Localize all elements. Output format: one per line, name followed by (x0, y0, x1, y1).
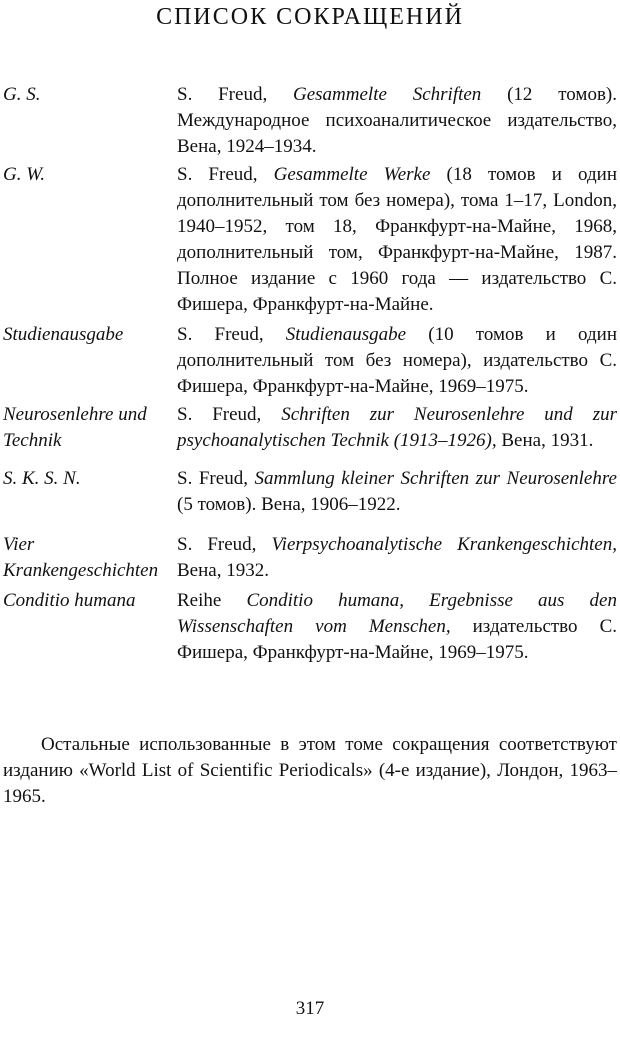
abbreviation-description (177, 532, 617, 584)
description-details: (18 томов и один дополнительный том без номера), тома 1–17, London, 1940–1952, том 18, Франкфурт-на-Майне, 1968, дополнительный том, Франкфурт-на-Майне, 1987. Полное издание с 1960 года — издательство С. Фишера, Франкфурт-на-Майне. (177, 164, 617, 315)
description-details: Вена, 1931. (496, 430, 594, 451)
abbreviation-term: Vier Krankengeschichten (3, 534, 159, 581)
abbreviation-term: Studienausgabe (3, 324, 124, 345)
description-details: (12 томов). Международное психоаналитическое издательство, Вена, 1924–1934. (177, 84, 617, 157)
abbreviation-description (177, 82, 617, 160)
page-heading: СПИСОК СОКРАЩЕНИЙ (156, 4, 464, 30)
abbreviation-description (177, 466, 617, 518)
description-prefix: S. Freud, (177, 534, 272, 555)
abbreviation-entry (3, 588, 617, 668)
abbreviation-description (177, 162, 617, 318)
page-number: 317 (295, 998, 325, 1019)
abbreviation-entry (3, 162, 617, 322)
description-prefix: S. Freud, (177, 84, 293, 105)
description-details: (10 томов и один дополнительный том без номера), издательство С. Фишера, Франкфурт-на-Майне, 1969–1975. (177, 324, 617, 397)
abbreviation-entry (3, 466, 617, 532)
abbreviation-term: Conditio humana (3, 590, 136, 611)
abbreviation-entry (3, 402, 617, 466)
abbreviation-term: Neurosenlehre und Technik (3, 404, 147, 451)
work-title: Vierpsychoanalytische Krankengeschichten, (271, 534, 617, 555)
work-title: Schriften zur Neurosenlehre und zur psychoanalytischen Technik (1913–1926), (177, 404, 617, 451)
description-details: Вена, 1932. (177, 560, 269, 581)
description-details: (5 томов). Вена, 1906–1922. (177, 494, 401, 515)
work-title: Sammlung kleiner Schriften zur Neurosenlehre (254, 468, 617, 489)
abbreviation-term: G. S. (3, 84, 41, 105)
closing-note: Остальные использованные в этом томе сокращения соответствуют изданию «World List of Scientific Periodicals» (4-е издание), Лондон, 1963–1965. (3, 734, 617, 807)
abbreviation-description (177, 402, 617, 454)
description-prefix: S. Freud, (177, 404, 282, 425)
description-prefix: S. Freud, (177, 324, 286, 345)
work-title: Gesammelte Schriften (293, 84, 482, 105)
abbreviation-entry (3, 82, 617, 162)
description-prefix: S. Freud, (177, 164, 274, 185)
work-title: Studienausgabe (285, 324, 407, 345)
abbreviation-description (177, 322, 617, 400)
abbreviation-term: G. W. (3, 164, 46, 185)
abbreviation-description (177, 588, 617, 666)
description-prefix: Reihe (177, 590, 247, 611)
abbreviation-term: S. K. S. N. (3, 468, 81, 489)
abbreviation-entry (3, 322, 617, 402)
work-title: Conditio humana, Ergebnisse aus den Wissenschaften vom Menschen, (177, 590, 617, 637)
description-details: издательство С. Фишера, Франкфурт-на-Майне, 1969–1975. (177, 616, 617, 663)
description-prefix: S. Freud, (177, 468, 255, 489)
abbreviation-entry (3, 532, 617, 588)
work-title: Gesammelte Werke (273, 164, 431, 185)
abbreviations-list (3, 82, 617, 668)
